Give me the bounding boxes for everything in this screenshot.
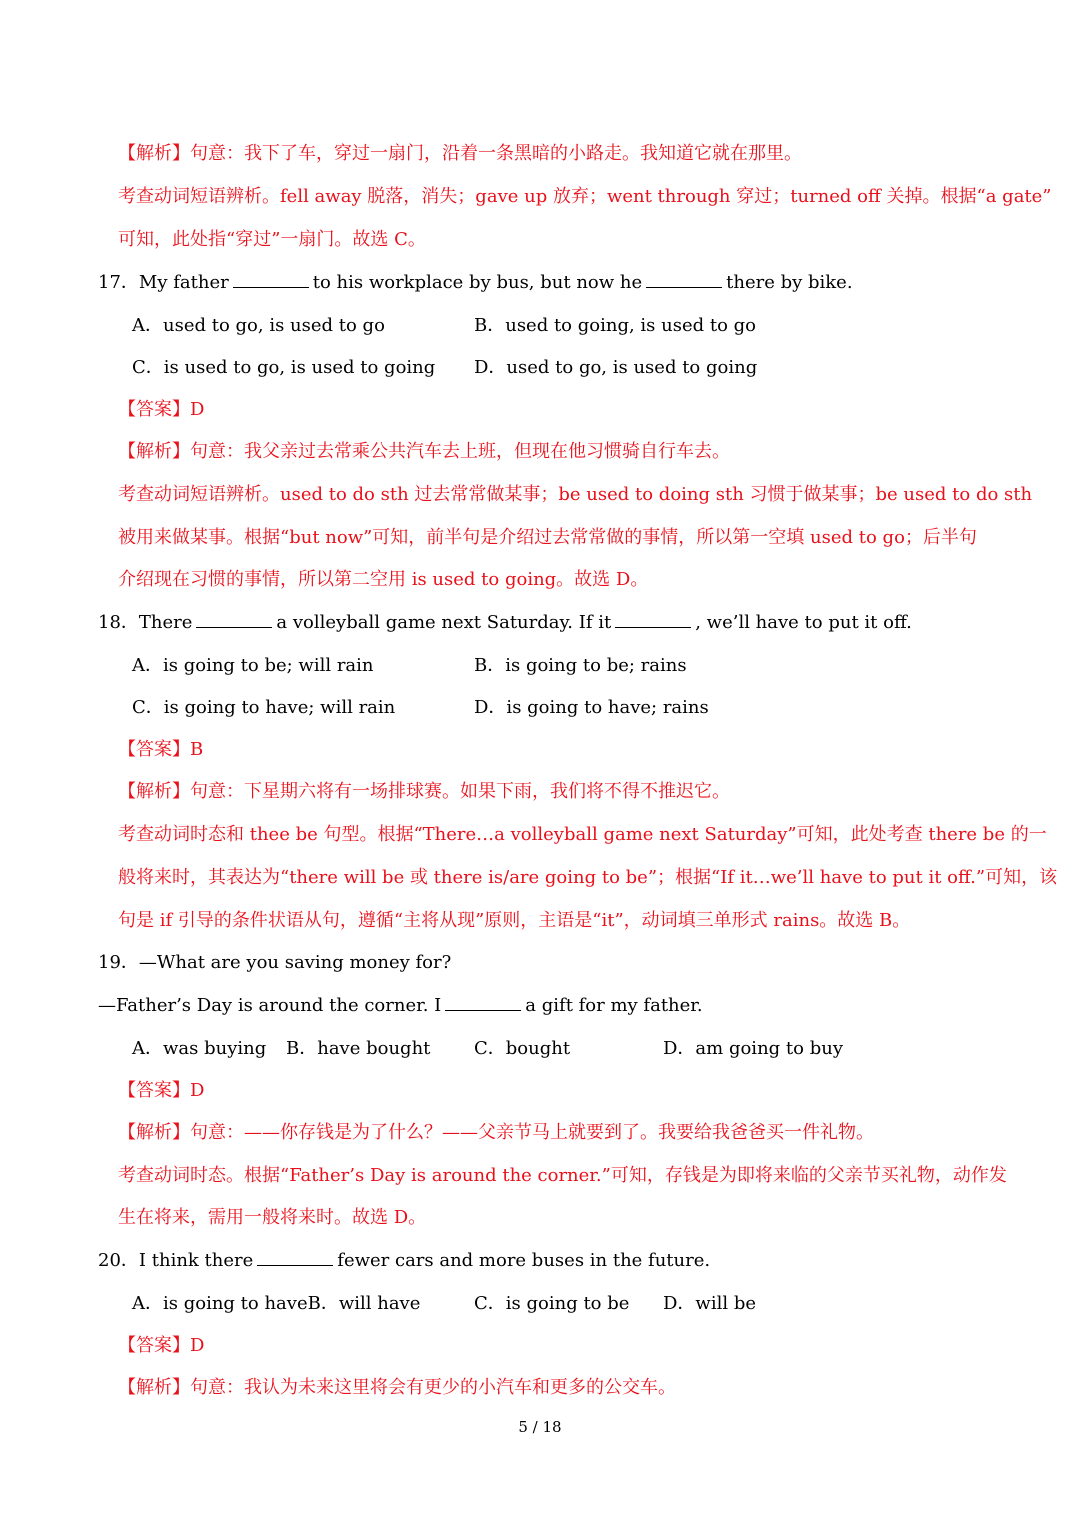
q20-analysis: 【解析】句意：我认为未来这里将会有更少的小汽车和更多的公交车。 (118, 1377, 676, 1398)
q19-stem-part-b: a gift for my father. (525, 995, 703, 1016)
q19-stem-part-a: —Father’s Day is around the corner. I (98, 995, 442, 1016)
q17-blank-2 (646, 271, 722, 288)
q20-option-d: D．will be (663, 1293, 757, 1314)
q18-option-c: C．is going to have; will rain (132, 697, 396, 718)
q19-stem-line-2 (98, 994, 703, 1018)
q20-blank (257, 1249, 333, 1266)
q17-number: 17． (98, 272, 139, 293)
q17-option-c: C．is used to go, is used to going (132, 357, 436, 378)
q17-stem-part-b: to his workplace by bus, but now he (312, 272, 643, 293)
q17-answer: 【答案】D (118, 399, 205, 420)
q18-answer: 【答案】B (118, 739, 204, 760)
q16-analysis: 【解析】句意：我下了车，穿过一扇门，沿着一条黑暗的小路走。我知道它就在那里。 (118, 143, 802, 164)
q17-analysis: 【解析】句意：我父亲过去常乘公共汽车去上班，但现在他习惯骑自行车去。 (118, 441, 730, 462)
q18-blank-1 (196, 611, 272, 628)
q18-explanation-line-3: 句是 if 引导的条件状语从句，遵循“主将从现”原则，主语是“it”，动词填三单形式 rains。故选 B。 (118, 910, 911, 931)
q17-stem-part-c: there by bike. (726, 272, 853, 293)
q19-option-c: C．bought (474, 1038, 571, 1059)
q18-stem-part-a: There (138, 612, 193, 633)
q20-stem (98, 1249, 710, 1273)
q20-option-ab: A．is going to haveB．will have (132, 1293, 421, 1314)
page-number: 5 / 18 (518, 1418, 562, 1436)
q17-blank-1 (233, 271, 309, 288)
q17-explanation-line-3: 介绍现在习惯的事情，所以第二空用 is used to going。故选 D。 (118, 569, 649, 590)
q17-option-b: B．used to going, is used to go (474, 315, 757, 336)
q17-stem (98, 271, 853, 295)
q16-explanation-line-1: 考查动词短语辨析。fell away 脱落，消失；gave up 放弃；went through 穿过；turned off 关掉。根据“a gate” (118, 186, 1052, 207)
q19-option-d: D．am going to buy (663, 1038, 843, 1059)
q19-option-a: A．was buying (132, 1038, 267, 1059)
q19-number: 19． (98, 952, 139, 973)
q18-blank-2 (615, 611, 691, 628)
q17-stem-part-a: My father (138, 272, 229, 293)
q18-number: 18． (98, 612, 139, 633)
q19-question: —What are you saving money for? (138, 952, 452, 973)
q18-option-d: D．is going to have; rains (474, 697, 709, 718)
q18-analysis: 【解析】句意：下星期六将有一场排球赛。如果下雨，我们将不得不推迟它。 (118, 781, 730, 802)
q19-stem-line-1 (98, 951, 451, 975)
q17-explanation-line-1: 考查动词短语辨析。used to do sth 过去常常做某事；be used to doing sth 习惯于做某事；be used to do sth (118, 484, 1033, 505)
q20-stem-part-b: fewer cars and more buses in the future. (337, 1250, 711, 1271)
q16-explanation-line-2: 可知，此处指“穿过”一扇门。故选 C。 (118, 229, 426, 250)
q19-answer: 【答案】D (118, 1080, 205, 1101)
q18-stem-part-c: , we’ll have to put it off. (695, 612, 912, 633)
q18-stem (98, 611, 912, 635)
q20-option-c: C．is going to be (474, 1293, 630, 1314)
q19-option-b: B．have bought (286, 1038, 431, 1059)
q18-explanation-line-2: 般将来时，其表达为“there will be 或 there is/are going to be”；根据“If it…we’ll have to put it off.”可知，该 (118, 867, 1058, 888)
q18-option-a: A．is going to be; will rain (132, 655, 374, 676)
q20-stem-part-a: I think there (138, 1250, 254, 1271)
q17-option-d: D．used to go, is used to going (474, 357, 758, 378)
q18-explanation-line-1: 考查动词时态和 thee be 句型。根据“There…a volleyball game next Saturday”可知，此处考查 there be 的一 (118, 824, 1047, 845)
q17-explanation-line-2: 被用来做某事。根据“but now”可知，前半句是介绍过去常常做的事情，所以第一空填 used to go；后半句 (118, 527, 977, 548)
q20-number: 20． (98, 1250, 139, 1271)
q19-analysis: 【解析】句意：——你存钱是为了什么？——父亲节马上就要到了。我要给我爸爸买一件礼物。 (118, 1122, 874, 1143)
q18-option-b: B．is going to be; rains (474, 655, 687, 676)
q17-option-a: A．used to go, is used to go (132, 315, 385, 336)
q18-stem-part-b: a volleyball game next Saturday. If it (276, 612, 612, 633)
q19-explanation-line-2: 生在将来，需用一般将来时。故选 D。 (118, 1207, 427, 1228)
q19-explanation-line-1: 考查动词时态。根据“Father’s Day is around the corner.”可知，存钱是为即将来临的父亲节买礼物，动作发 (118, 1165, 1007, 1186)
q19-blank (445, 994, 521, 1011)
q20-answer: 【答案】D (118, 1335, 205, 1356)
